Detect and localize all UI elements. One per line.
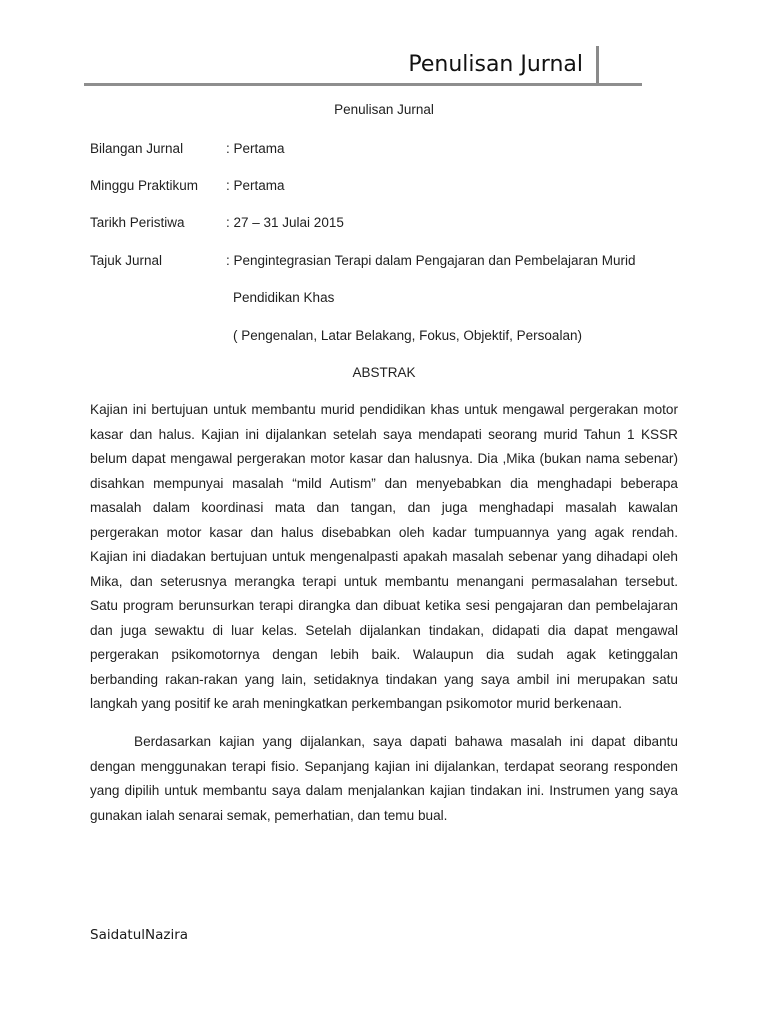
field-label-tarikh-peristiwa: Tarikh Peristiwa [90, 215, 185, 230]
header-rule [84, 83, 642, 86]
header-title: Penulisan Jurnal [408, 52, 583, 77]
field-value-tajuk-jurnal: : Pengintegrasian Terapi dalam Pengajaran dan Pembelajaran Murid [226, 253, 636, 268]
paragraph-line: Berdasarkan kajian yang dijalankan, saya dapati bahawa masalah ini dapat dibantu [134, 734, 678, 749]
field-label-bilangan-jurnal: Bilangan Jurnal [90, 141, 184, 156]
field-value-bilangan-jurnal: : Pertama [226, 141, 285, 156]
paragraph-line: langkah yang positif ke arah meningkatkan perkembangan psikomotor murid berkenaan. [90, 696, 622, 711]
paragraph-line: berbanding rakan-rakan yang lain, setidaknya tindakan yang saya ambil ini merupakan satu [90, 671, 678, 687]
paragraph-line: masalah dalam koordinasi mata dan tangan, dan juga menghadapi masalah kawalan [90, 500, 678, 515]
field-value-tarikh-peristiwa: : 27 – 31 Julai 2015 [226, 215, 344, 230]
paragraph-line: pergerakan psikomotornya dengan lebih baik. Walaupun dia sudah agak ketinggalan [90, 647, 678, 662]
title-continuation-line: Pendidikan Khas [233, 290, 335, 305]
paragraph-line: kasar dan halus. Kajian ini dijalankan setelah saya mendapati seorang murid Tahun 1 KSSR [90, 426, 678, 442]
paragraph-line: Kajian ini diadakan bertujuan untuk mengenalpasti apakah masalah sebenar yang dihadapi oleh [90, 549, 678, 564]
paragraph-line: pergerakan motor kasar dan halus disebabkan oleh kadar tumpuannya yang agak rendah. [90, 524, 678, 540]
paragraph-line: Satu program berunsurkan terapi dirangka dan dibuat ketika sesi pengajaran dan pembelajaran [90, 598, 678, 613]
abstract-heading: ABSTRAK [352, 365, 416, 380]
field-value-minggu-praktikum: : Pertama [226, 178, 285, 193]
paragraph-line: yang dipilih untuk membantu saya dalam menjalankan kajian tindakan ini. Instrumen yang saya [90, 783, 678, 798]
field-label-tajuk-jurnal: Tajuk Jurnal [90, 253, 163, 268]
paragraph-line: dengan menggunakan terapi fisio. Sepanjang kajian ini dijalankan, terdapat seorang responden [90, 758, 678, 774]
paragraph-line: disahkan mempunyai masalah “mild Autism” dan menyebabkan dia menghadapi beberapa [90, 475, 678, 491]
paragraph-line: belum dapat mengawal pergerakan motor kasar dan halusnya. Dia ,Mika (bukan nama sebenar) [90, 451, 678, 466]
title-continuation-line: ( Pengenalan, Latar Belakang, Fokus, Objektif, Persoalan) [233, 328, 582, 343]
document-heading: Penulisan Jurnal [334, 102, 434, 117]
header-divider-vertical [596, 46, 599, 84]
author-signature: SaidatulNazira [90, 927, 189, 943]
paragraph-line: dan juga sewaktu di luar kelas. Setelah dijalankan tindakan, didapati dia dapat mengawal [90, 622, 678, 638]
paragraph-line: Mika, dan seterusnya merangka terapi untuk membantu menangani permasalahan tersebut. [90, 573, 678, 589]
abstract-paragraph-1 [90, 398, 678, 717]
field-label-minggu-praktikum: Minggu Praktikum [90, 178, 199, 193]
paragraph-line: Kajian ini bertujuan untuk membantu murid pendidikan khas untuk mengawal pergerakan motor [90, 402, 678, 417]
abstract-paragraph-2 [90, 730, 678, 828]
paragraph-line: gunakan ialah senarai semak, pemerhatian, dan temu bual. [90, 807, 448, 823]
